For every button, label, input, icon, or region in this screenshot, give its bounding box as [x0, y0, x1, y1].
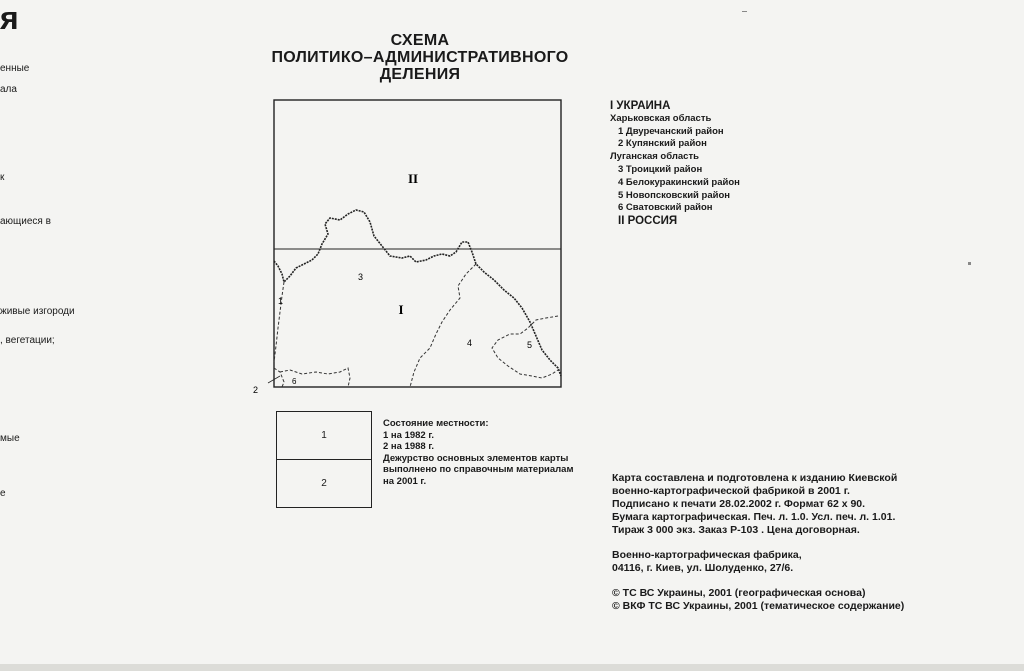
legend-district-4: 4 Белокуракинский район	[618, 176, 740, 188]
terrain-state-cell-2: 2	[321, 478, 327, 489]
district-label-3: 3	[358, 272, 364, 282]
paper-bottom-edge	[0, 664, 1024, 671]
district-boundary	[280, 368, 350, 387]
title-line: ДЕЛЕНИЯ	[379, 66, 461, 83]
district-boundary	[410, 264, 476, 387]
legend-oblast-kharkiv: Харьковская область	[610, 112, 712, 124]
margin-tick	[968, 262, 971, 265]
district-label-5: 5	[527, 340, 533, 350]
imprint-spacer	[612, 575, 904, 587]
legend-district-2: 2 Купянский район	[618, 138, 707, 150]
title-line: ПОЛИТИКО–АДМИНИСТРАТИВНОГО	[271, 49, 569, 66]
cut-off-heading-fragment: я	[0, 0, 19, 36]
terrain-state-line: Состояние местности:	[383, 418, 489, 429]
imprint-line: Тираж 3 000 экз. Заказ Р-103 . Цена договорная.	[612, 524, 860, 536]
imprint-line: 04116, г. Киев, ул. Шолуденко, 27/6.	[612, 562, 794, 574]
state-border	[274, 210, 561, 376]
district-label-2: 2	[253, 385, 259, 395]
cut-off-text-fragment: ающиеся в	[0, 216, 51, 227]
cut-off-text-fragment: ала	[0, 84, 17, 95]
cut-off-text-fragment: е	[0, 488, 6, 499]
legend-district-6: 6 Сватовский район	[618, 202, 713, 214]
legend-country-ukraine: I УКРАИНА	[610, 100, 671, 112]
copyright-line: © ТС ВС Украины, 2001 (географическая основа)	[612, 587, 866, 599]
title-line: СХЕМА	[390, 32, 450, 49]
district-label-1: 1	[278, 296, 284, 306]
legend-district-5: 5 Новопсковский район	[618, 189, 730, 201]
region-label-ukraine: I	[398, 302, 404, 317]
imprint-spacer	[612, 537, 904, 549]
imprint-line: Подписано к печати 28.02.2002 г. Формат 62 x 90.	[612, 498, 866, 510]
legend-district-1: 1 Двуречанский район	[618, 125, 724, 137]
legend-district-3: 3 Троицкий район	[618, 163, 703, 175]
terrain-state-line: на 2001 г.	[383, 475, 427, 487]
cut-off-text-fragment: , вегетации;	[0, 335, 55, 346]
terrain-state-diagram	[276, 411, 372, 508]
imprint-line: военно-картографической фабрикой в 2001 г.	[612, 485, 850, 497]
district-boundary	[274, 282, 284, 362]
publication-imprint	[612, 472, 904, 613]
map-legend	[610, 100, 740, 228]
terrain-state-line: 1 на 1982 г.	[383, 429, 435, 441]
cut-off-text-fragment: мые	[0, 433, 20, 444]
imprint-line: Бумага картографическая. Печ. л. 1.0. Усл. печ. л. 1.01.	[612, 511, 896, 523]
region-label-russia: II	[407, 171, 419, 186]
terrain-state-line: Дежурство основных элементов карты	[383, 452, 569, 464]
terrain-state-notes	[383, 418, 574, 487]
cut-off-text-fragment: к	[0, 172, 5, 183]
imprint-line: Карта составлена и подготовлена к изданию Киевской	[612, 472, 898, 484]
district-boundary	[274, 368, 284, 387]
terrain-state-line: выполнено по справочным материалам	[383, 464, 574, 475]
district-label-6: 6	[292, 377, 297, 386]
legend-country-russia: II РОССИЯ	[618, 215, 678, 228]
terrain-state-cell-1: 1	[277, 412, 371, 460]
scheme-title	[240, 32, 600, 83]
terrain-state-line: 2 на 1988 г.	[383, 441, 435, 452]
cut-off-text-fragment: енные	[0, 63, 30, 74]
map-frame	[274, 100, 561, 387]
copyright-line: © ВКФ ТС ВС Украины, 2001 (тематическое содержание)	[612, 600, 905, 612]
cut-off-text-fragment: живые изгороди	[0, 306, 75, 317]
district-label-4: 4	[467, 338, 473, 348]
administrative-scheme-map	[253, 96, 570, 396]
legend-oblast-luhansk: Луганская область	[610, 151, 699, 163]
imprint-line: Военно-картографическая фабрика,	[612, 549, 802, 561]
margin-tick	[742, 11, 747, 12]
